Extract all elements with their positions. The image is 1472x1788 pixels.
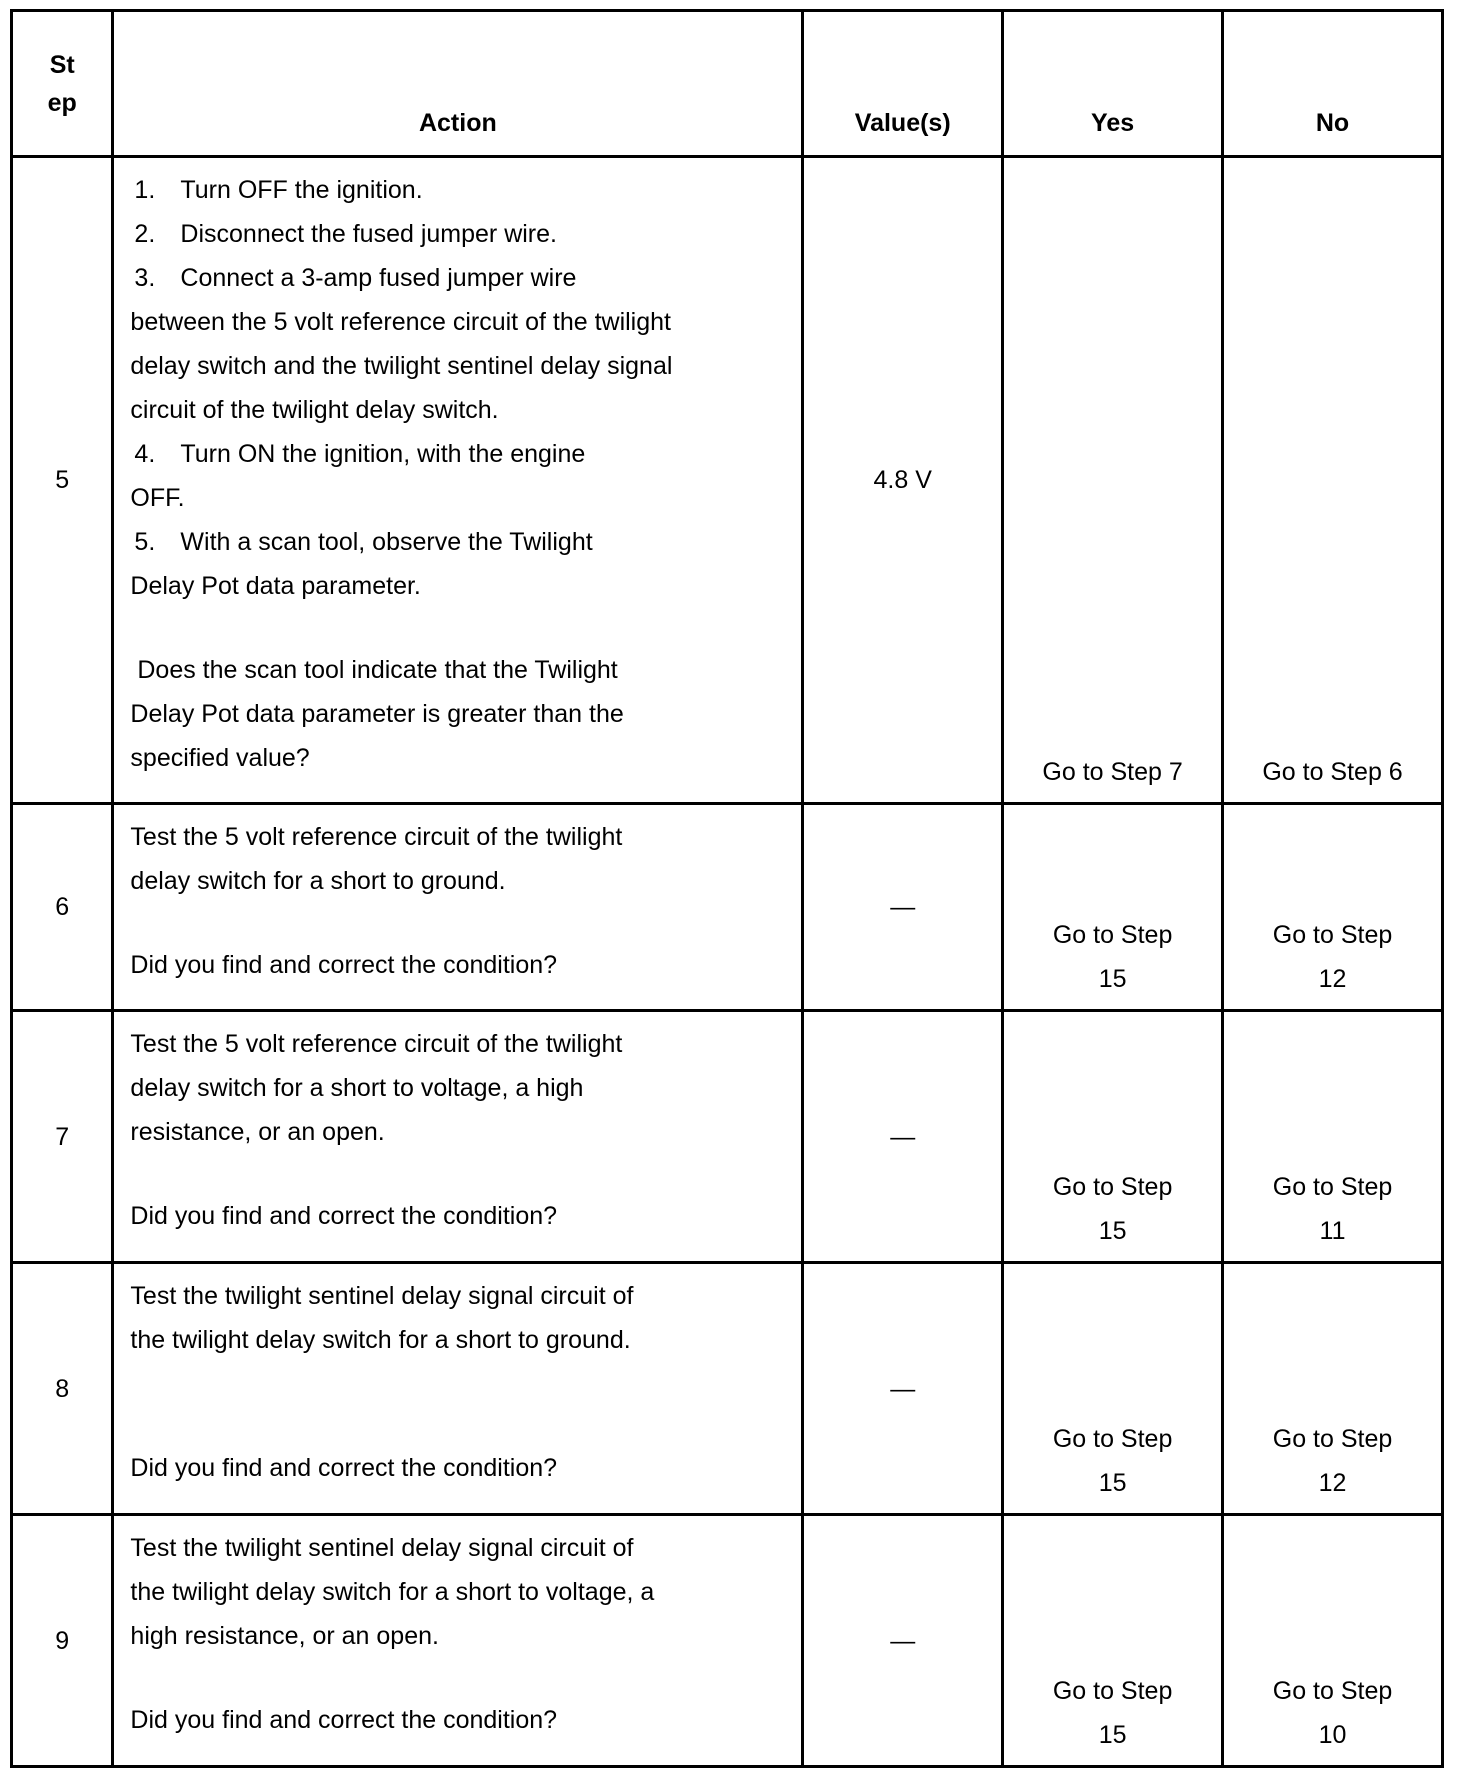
table-row [12,157,1443,804]
question-line: Did you find and correct the condition? [130,1202,558,1230]
action-line: Test the twilight sentinel delay signal circuit of [130,1282,634,1310]
header-yes: Yes [1003,11,1223,157]
action-cell [113,1515,803,1767]
no-link: Go to Step 10 [1272,1677,1393,1749]
action-step-cont: OFF. [130,484,185,512]
action-line: high resistance, or an open. [130,1622,439,1650]
step-number: 6 [12,804,113,1011]
step-number: 7 [12,1011,113,1263]
value-cell: — [803,1011,1003,1263]
action-cell [113,804,803,1011]
action-step-cont: between the 5 volt reference circuit of the twilight [130,308,671,336]
value-cell: — [803,1515,1003,1767]
no-cell [1223,157,1443,804]
yes-link: Go to Step 15 [1052,1173,1173,1245]
question-line: Does the scan tool indicate that the Twilight [130,656,618,684]
value-cell: 4.8 V [803,157,1003,804]
action-line: delay switch for a short to ground. [130,867,506,895]
question-line: specified value? [130,744,310,772]
action-line: Test the 5 volt reference circuit of the twilight [130,1030,623,1058]
action-step-cont: Delay Pot data parameter. [130,572,421,600]
yes-link: Go to Step 15 [1052,1425,1173,1497]
header-step [12,11,113,157]
yes-cell [1003,157,1223,804]
table-row [12,1011,1443,1263]
yes-cell [1003,1515,1223,1767]
no-cell [1223,1515,1443,1767]
action-line: the twilight delay switch for a short to ground. [130,1326,631,1354]
no-link: Go to Step 6 [1262,758,1403,786]
action-line: the twilight delay switch for a short to voltage, a [130,1578,655,1606]
yes-link: Go to Step 7 [1042,758,1183,786]
header-no: No [1223,11,1443,157]
table-row [12,1515,1443,1767]
yes-cell [1003,1011,1223,1263]
header-step-line2: ep [47,88,77,117]
no-link: Go to Step 12 [1272,921,1393,993]
step-number: 5 [12,157,113,804]
yes-link: Go to Step 15 [1052,1677,1173,1749]
table-row [12,804,1443,1011]
yes-cell [1003,804,1223,1011]
value-cell: — [803,804,1003,1011]
action-line: Test the 5 volt reference circuit of the twilight [130,823,623,851]
yes-cell [1003,1263,1223,1515]
action-step: 2. Disconnect the fused jumper wire. [134,220,557,248]
yes-link: Go to Step 15 [1052,921,1173,993]
question-line: Did you find and correct the condition? [130,1706,558,1734]
action-cell [113,157,803,804]
no-cell [1223,1011,1443,1263]
question-line: Did you find and correct the condition? [130,1454,558,1482]
header-row [12,11,1443,157]
step-number: 9 [12,1515,113,1767]
action-step: 5. With a scan tool, observe the Twilight [134,528,593,556]
no-cell [1223,804,1443,1011]
question-line: Delay Pot data parameter is greater than the [130,700,624,728]
header-step-line1: St [49,50,75,79]
value-cell: — [803,1263,1003,1515]
header-values: Value(s) [803,11,1003,157]
header-action: Action [113,11,803,157]
action-step-cont: delay switch and the twilight sentinel delay signal [130,352,673,380]
table-row [12,1263,1443,1515]
step-number: 8 [12,1263,113,1515]
no-link: Go to Step 11 [1272,1173,1393,1245]
action-line: Test the twilight sentinel delay signal circuit of [130,1534,634,1562]
action-line: delay switch for a short to voltage, a high [130,1074,584,1102]
action-step: 1. Turn OFF the ignition. [134,176,423,204]
action-line: resistance, or an open. [130,1118,385,1146]
question-line: Did you find and correct the condition? [130,951,558,979]
diagnostic-table [10,9,1444,1768]
action-step: 3. Connect a 3-amp fused jumper wire [134,264,577,292]
no-link: Go to Step 12 [1272,1425,1393,1497]
no-cell [1223,1263,1443,1515]
action-step: 4. Turn ON the ignition, with the engine [134,440,586,468]
action-cell [113,1263,803,1515]
action-step-cont: circuit of the twilight delay switch. [130,396,499,424]
action-cell [113,1011,803,1263]
